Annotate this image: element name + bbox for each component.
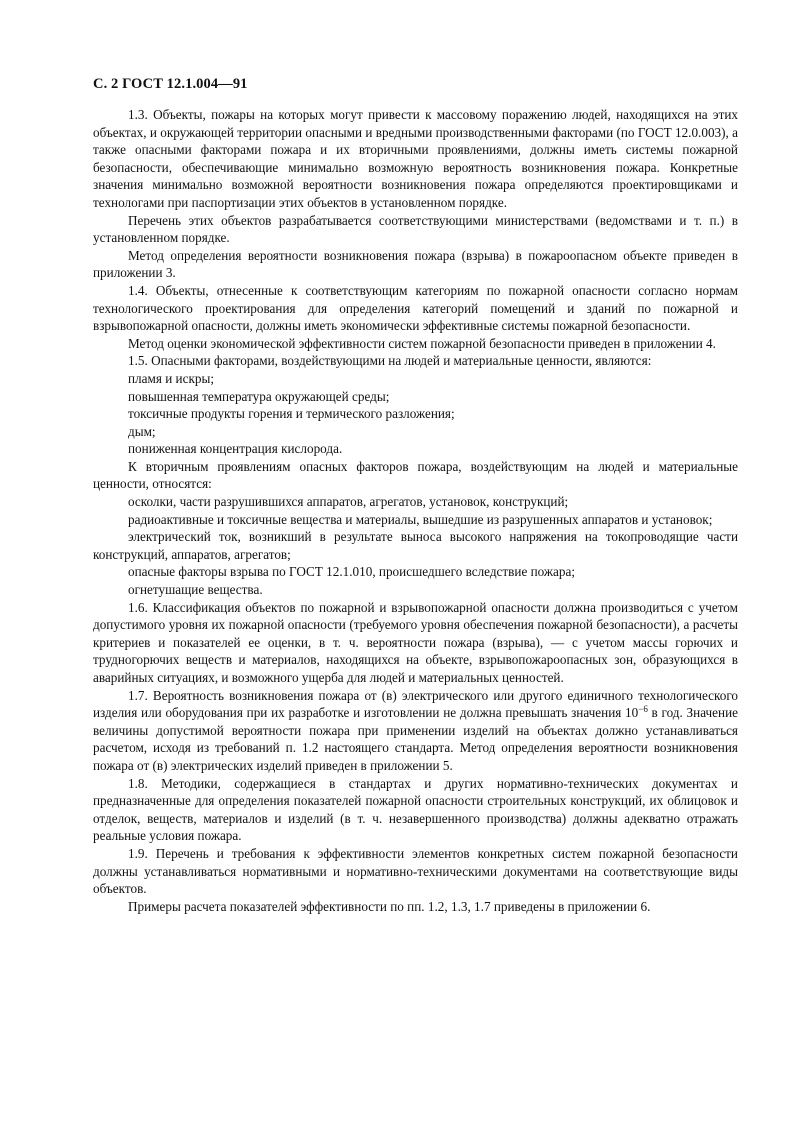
paragraph-1-8: 1.8. Методики, содержащиеся в стандартах и других нормативно-технических документах и предназначенные для определения показателей пожарной опасности строительных конструкций, их облицовок и отделок, веществ, материалов и изделий (в т. ч. незавершенного производства) должны адекватно отражать реальные условия пожара. <box>93 775 738 844</box>
list-item: опасные факторы взрыва по ГОСТ 12.1.010, происшедшего вследствие пожара; <box>128 564 576 580</box>
paragraph-1-6: 1.6. Классификация объектов по пожарной и взрывопожарной опасности должна производиться с учетом допустимого уровня их пожарной опасности (требуемого уровня обеспечения пожарной безопасности), а расчеты критериев и показателей ее оценки, в т. ч. вероятности пожара (взрыва), — с учетом массы горючих и трудногорючих веществ и материалов, находящихся на объекте, взрывопожароопасных зон, образующихся в аварийных ситуациях, и возможного ущерба для людей и материальных ценностей. <box>93 599 738 685</box>
paragraph-secondary-factors: К вторичным проявлениям опасных факторов пожара, воздействующим на людей и материальные ценности, относятся: <box>93 458 738 492</box>
list-item: дым; <box>128 423 156 439</box>
paragraph-1-3: 1.3. Объекты, пожары на которых могут привести к массовому поражению людей, находящихся на этих объектах, и окружающей территории опасными и вредными производственными факторами (по ГОСТ 12.0.003), а также опасными факторами пожара и их вторичными проявлениями, должны иметь системы пожарной безопасности, обеспечивающие минимально возможную вероятность возникновения пожара. Конкретные значения минимально возможной вероятности возникновения пожара определяются проектировщиками и технологами при паспортизации этих объектов в установленном порядке. <box>93 107 738 210</box>
list-item: радиоактивные и токсичные вещества и материалы, вышедшие из разрушенных аппаратов и установок; <box>128 511 713 527</box>
list-item: пламя и искры; <box>128 370 214 386</box>
list-item: пониженная концентрация кислорода. <box>128 441 343 457</box>
paragraph-1-7 <box>93 687 738 775</box>
exponent: −6 <box>638 704 648 715</box>
document-body <box>93 106 738 915</box>
list-item: огнетушащие вещества. <box>128 582 263 598</box>
list-item: осколки, части разрушившихся аппаратов, агрегатов, установок, конструкций; <box>128 494 569 510</box>
page-header: С. 2 ГОСТ 12.1.004—91 <box>93 76 248 92</box>
paragraph-1-3-method: Метод определения вероятности возникновения пожара (взрыва) в пожароопасном объекте приведен в приложении 3. <box>93 247 738 281</box>
paragraph-1-7-part-b: в год. Значение величины допустимой вероятности пожара при применении изделий на объектах должно устанавливаться расчетом, исходя из требований п. 1.2 настоящего стандарта. Метод определения вероятности возникновения пожара от (в) электрических изделий приведен в приложении 5. <box>93 705 738 773</box>
paragraph-1-3-list: Перечень этих объектов разрабатывается соответствующими министерствами (ведомствами и т. п.) в установленном порядке. <box>93 212 738 246</box>
paragraph-1-5: 1.5. Опасными факторами, воздействующими на людей и материальные ценности, являются: <box>128 353 652 369</box>
paragraph-1-9: 1.9. Перечень и требования к эффективности элементов конкретных систем пожарной безопасности должны устанавливаться нормативными и нормативно-техническими документами на соответствующие виды объектов. <box>93 845 738 897</box>
list-item: электрический ток, возникший в результате выноса высокого напряжения на токопроводящие части конструкций, аппаратов, агрегатов; <box>93 529 738 562</box>
list-item: повышенная температура окружающей среды; <box>128 388 390 404</box>
paragraph-1-7-part-a: 1.7. Вероятность возникновения пожара от (в) электрического или другого единичного технологического изделия или оборудования при их разработке и изготовлении не должна превышать значения 10 <box>93 687 738 721</box>
paragraph-examples: Примеры расчета показателей эффективности по пп. 1.2, 1.3, 1.7 приведены в приложении 6. <box>128 898 651 914</box>
paragraph-1-4-method: Метод оценки экономической эффективности систем пожарной безопасности приведен в приложении 4. <box>128 335 716 351</box>
list-item: токсичные продукты горения и термического разложения; <box>128 406 455 422</box>
paragraph-1-4: 1.4. Объекты, отнесенные к соответствующим категориям по пожарной опасности согласно нормам технологического проектирования для определения категорий помещений и зданий по пожарной и взрывопожарной опасности, должны иметь экономически эффективные системы пожарной безопасности. <box>93 282 738 334</box>
